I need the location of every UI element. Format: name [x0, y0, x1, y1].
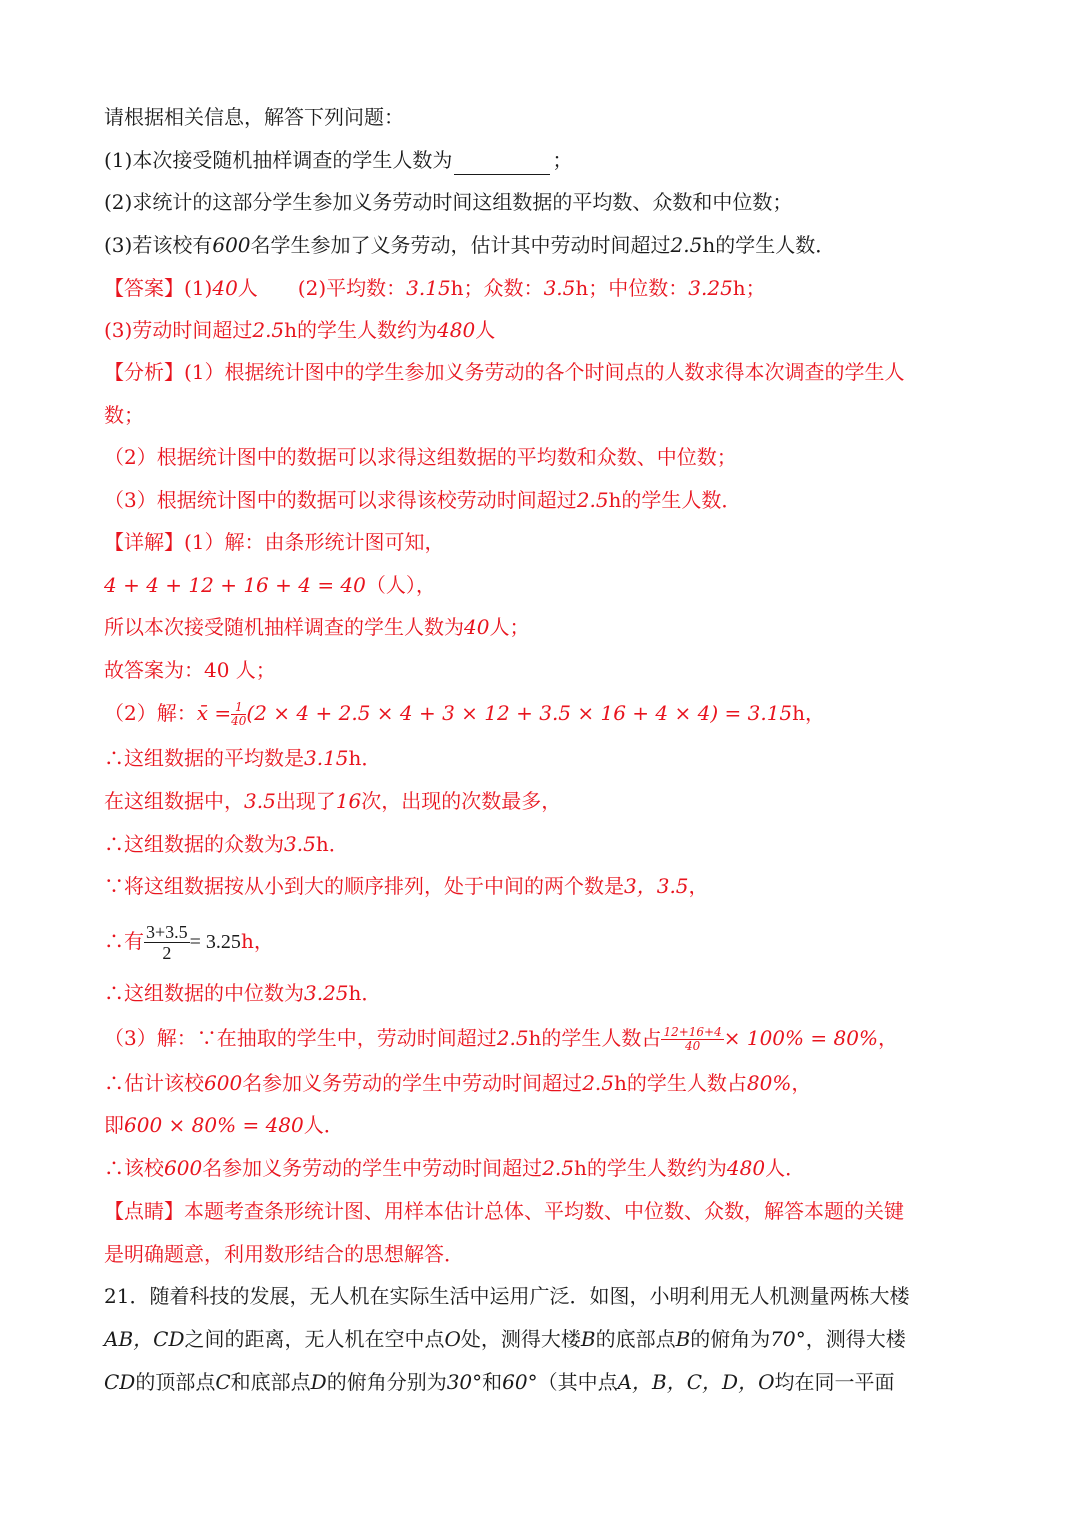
question-part-1: (1)本次接受随机抽样调查的学生人数为 ； — [104, 145, 572, 175]
detail-median-line: ∵将这组数据按从小到大的顺序排列，处于中间的两个数是3，3.5， — [104, 874, 709, 898]
question-21-line-3: CD的顶部点C和底部点D的俯角分别为30°和60°（其中点A，B，C，D，O均在同一平面 — [104, 1370, 895, 1394]
detail-part3-line-2: ∴估计该校600名参加义务劳动的学生中劳动时间超过2.5h的学生人数占80%， — [104, 1071, 812, 1095]
analysis-line-2: 数； — [104, 403, 144, 427]
detail-line-4: 故答案为：40 人； — [104, 658, 276, 682]
comment-line-2: 是明确题意，利用数形结合的思想解答． — [104, 1242, 464, 1266]
detail-line-1: 【详解】(1）解：由条形统计图可知， — [104, 530, 445, 554]
detail-line-2: 4 + 4 + 12 + 16 + 4 = 40（人）， — [104, 573, 436, 597]
question-part-3: (3)若该校有600名学生参加了义务劳动，估计其中劳动时间超过2.5h的学生人数． — [104, 233, 836, 257]
analysis-line-4: （3）根据统计图中的数据可以求得该校劳动时间超过2.5h的学生人数． — [104, 488, 742, 512]
detail-part3-line-1: （3）解：∵在抽取的学生中，劳动时间超过2.5h的学生人数占 $\frac{12+16+4}{40}$ × 100% = 80%， — [104, 1025, 898, 1053]
answer-line-1: 【答案】(1)40人 (2)平均数：3.15h；众数：3.5h；中位数：3.25h； — [104, 276, 766, 300]
analysis-line-3: （2）根据统计图中的数据可以求得这组数据的平均数和众数、中位数； — [104, 445, 737, 469]
comment-line-1: 【点睛】本题考查条形统计图、用样本估计总体、平均数、中位数、众数，解答本题的关键 — [104, 1199, 904, 1223]
question-21-line-1: 21．随着科技的发展，无人机在实际生活中运用广泛．如图，小明利用无人机测量两栋大楼 — [104, 1284, 910, 1308]
mean-fraction: $\frac{1}{40}$ — [231, 700, 247, 728]
median-fraction: $\frac{3+3.5}{2}$ — [146, 922, 188, 963]
answer-blank — [454, 152, 550, 175]
detail-part3-line-3: 即600 × 80% = 480人． — [104, 1113, 344, 1137]
detail-mode-result: ∴这组数据的众数为3.5h． — [104, 832, 349, 856]
percent-fraction: $\frac{12+16+4}{40}$ — [663, 1025, 722, 1053]
answer-line-2: (3)劳动时间超过2.5h的学生人数约为480人 — [104, 318, 496, 342]
analysis-line-1: 【分析】(1）根据统计图中的学生参加义务劳动的各个时间点的人数求得本次调查的学生人 — [104, 360, 905, 384]
detail-median-formula: ∴有 $\frac{3+3.5}{2}$ = 3.25h， — [104, 922, 274, 963]
detail-median-result: ∴这组数据的中位数为3.25h． — [104, 981, 382, 1005]
detail-mean-result: ∴这组数据的平均数是3.15h． — [104, 746, 382, 770]
question-21-line-2: AB，CD之间的距离，无人机在空中点O处，测得大楼B的底部点B的俯角为70°，测得大楼 — [104, 1327, 906, 1351]
detail-mean-formula: （2）解：x̄ = $\frac{1}{40}$ (2 × 4 + 2.5 × 4 + 3 × 12 + 3.5 × 16 + 4 × 4) = 3.15h， — [104, 700, 826, 728]
question-intro: 请根据相关信息，解答下列问题： — [104, 105, 404, 129]
question-part-2: (2)求统计的这部分学生参加义务劳动时间这组数据的平均数、众数和中位数； — [104, 190, 793, 214]
detail-line-3: 所以本次接受随机抽样调查的学生人数为40人； — [104, 615, 530, 639]
detail-mode-line: 在这组数据中，3.5出现了16次，出现的次数最多， — [104, 789, 562, 813]
detail-part3-line-4: ∴该校600名参加义务劳动的学生中劳动时间超过2.5h的学生人数约为480人． — [104, 1156, 806, 1180]
